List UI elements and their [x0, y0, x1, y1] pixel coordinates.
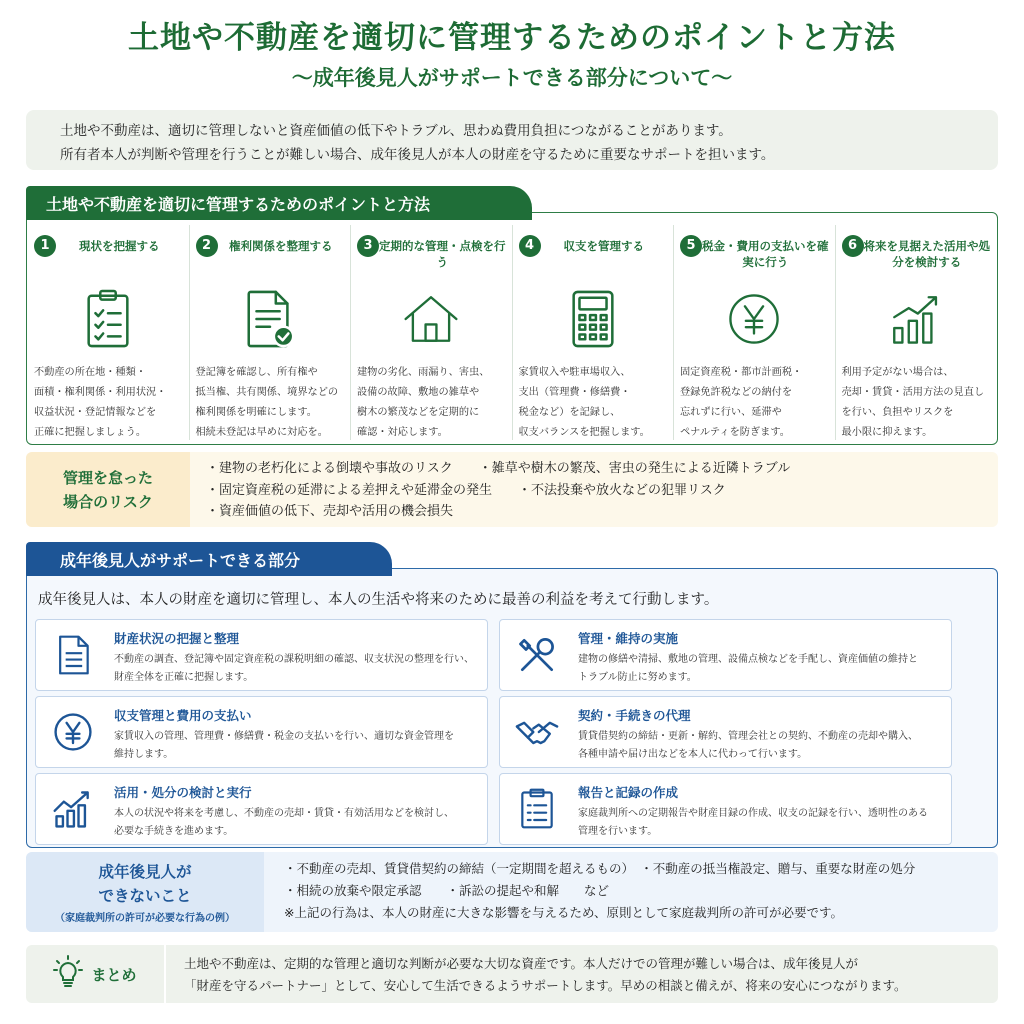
- point-title: 権利関係を整理する: [229, 239, 333, 253]
- point-desc-line: 最小限に抑えます。: [841, 427, 933, 438]
- tools-icon: [512, 630, 562, 680]
- risk-item: ・資産価値の低下、売却や活用の機会損失: [206, 504, 454, 519]
- support-card-desc-line: 賃貸借契約の締結・更新・解約、管理会社との契約、不動産の売却や購入、: [578, 731, 918, 742]
- point-card: [189, 225, 351, 440]
- page-title: 土地や不動産を適切に管理するためのポイントと方法: [128, 20, 896, 56]
- summary-line: 「財産を守るパートナー」として、安心して生活できるようサポートします。早めの相談と備えが、将来の安心につながります。: [184, 978, 907, 993]
- point-desc-line: 抵当権、共有関係、境界などの: [195, 387, 339, 398]
- risk-item: ・建物の老朽化による倒壊や事故のリスク ・雑草や樹木の繁茂、害虫の発生による近隣トラブル: [206, 461, 791, 476]
- cannot-note: ※上記の行為は、本人の財産に大きな影響を与えるため、原則として家庭裁判所の許可が必要です。: [284, 905, 843, 920]
- point-card: [673, 225, 835, 440]
- cannot-label-line: 成年後見人が: [98, 863, 192, 881]
- intro-line: 所有者本人が判断や管理を行うことが難しい場合、成年後見人が本人の財産を守るために重要なサポートを担います。: [60, 147, 775, 163]
- lightbulb-icon: [53, 955, 83, 993]
- support-card-title: 契約・手続きの代理: [578, 708, 691, 723]
- support-card-title: 管理・維持の実施: [578, 631, 679, 646]
- house-icon: [357, 279, 506, 359]
- point-desc-line: 収益状況・登記情報などを: [34, 407, 157, 418]
- point-desc-line: 登記簿を確認し、所有権や: [195, 367, 318, 378]
- summary-box: [26, 945, 998, 1003]
- support-card-desc-line: 不動産の調査、登記簿や固定資産税の課税明細の確認、収支状況の整理を行い、: [114, 654, 474, 665]
- support-card-desc-line: 管理を行います。: [578, 826, 658, 837]
- point-number: 1: [34, 235, 56, 257]
- document-icon: [48, 630, 98, 680]
- clipboard-checklist-icon: [34, 279, 183, 359]
- point-desc-line: 不動産の所在地・種類・: [34, 367, 147, 378]
- point-desc-line: を行い、負担やリスクを: [841, 407, 954, 418]
- point-number: 6: [842, 235, 864, 257]
- point-card: [350, 225, 512, 440]
- point-desc-line: 家賃収入や駐車場収入、: [518, 367, 631, 378]
- point-desc-line: 売却・賃貸・活用方法の見直し: [841, 387, 985, 398]
- point-title: 税金・費用の支払いを確実に行う: [702, 239, 829, 269]
- risk-label-line: 場合のリスク: [63, 493, 153, 511]
- support-card-desc-line: 財産全体を正確に把握します。: [114, 672, 254, 683]
- point-title: 定期的な管理・点検を行う: [379, 239, 506, 269]
- point-desc-line: 収支バランスを把握します。: [518, 427, 650, 438]
- clipboard-icon: [512, 784, 562, 834]
- point-desc-line: 利用予定がない場合は、: [841, 367, 954, 378]
- support-section-header: 成年後見人がサポートできる部分: [26, 542, 392, 576]
- intro-line: 土地や不動産は、適切に管理しないと資産価値の低下やトラブル、思わぬ費用負担につながることがあります。: [60, 123, 732, 139]
- support-lead: 成年後見人は、本人の財産を適切に管理し、本人の生活や将来のために最善の利益を考えて行動します。: [38, 592, 719, 608]
- support-card: [499, 773, 952, 845]
- yen-coin-icon: [680, 279, 829, 359]
- calculator-icon: [519, 279, 668, 359]
- cannot-item: ・不動産の売却、賃貸借契約の締結（一定期間を超えるもの） ・不動産の抵当権設定、贈与、重要な財産の処分: [284, 861, 916, 876]
- support-card-desc-line: 各種申請や届け出などを本人に代わって行います。: [578, 749, 808, 760]
- point-desc-line: 税金など）を記録し、: [518, 407, 621, 418]
- points-section-header: 土地や不動産を適切に管理するためのポイントと方法: [26, 186, 532, 220]
- cannot-label: [26, 852, 264, 932]
- support-card: [35, 773, 488, 845]
- growth-chart-icon: [842, 279, 991, 359]
- cannot-label-line: できないこと: [98, 887, 192, 905]
- support-card-desc-line: 必要な手続きを進めます。: [114, 826, 234, 837]
- point-desc-line: 設備の故障、敷地の雑草や: [357, 387, 480, 398]
- support-card: [499, 619, 952, 691]
- support-card: [35, 696, 488, 768]
- point-desc-line: 相続未登記は早めに対応を。: [195, 427, 328, 438]
- yen-coin-icon: [48, 707, 98, 757]
- support-card-title: 財産状況の把握と整理: [114, 631, 240, 646]
- cannot-item: ・相続の放棄や限定承認 ・訴訟の提起や和解 など: [284, 883, 610, 898]
- support-card: [499, 696, 952, 768]
- point-card: [835, 225, 997, 440]
- point-desc-line: ペナルティを防ぎます。: [680, 427, 790, 438]
- point-desc-line: 建物の劣化、雨漏り、害虫、: [357, 367, 490, 378]
- risk-box: [26, 452, 998, 527]
- support-card-desc-line: 家賃収入の管理、管理費・修繕費・税金の支払いを行い、適切な資金管理を: [114, 731, 454, 742]
- document-check-icon: [196, 279, 345, 359]
- points-row: [28, 225, 996, 440]
- point-title: 現状を把握する: [79, 239, 160, 253]
- point-desc-line: 正確に把握しましょう。: [34, 427, 147, 438]
- point-number: 5: [680, 235, 702, 257]
- point-title: 将来を見据えた活用や処分を検討する: [863, 239, 990, 269]
- cannot-box: [26, 852, 998, 932]
- risk-label: [26, 452, 190, 527]
- point-card: [512, 225, 674, 440]
- risk-label-line: 管理を怠った: [62, 469, 153, 487]
- risk-item: ・固定資産税の延滞による差押えや延滞金の発生 ・不法投棄や放火などの犯罪リスク: [206, 482, 726, 498]
- support-card-title: 収支管理と費用の支払い: [114, 708, 252, 723]
- support-card: [35, 619, 488, 691]
- support-card-title: 活用・処分の検討と実行: [114, 785, 252, 800]
- point-desc-line: 固定資産税・都市計画税・: [680, 367, 803, 378]
- cannot-list: [284, 858, 915, 924]
- summary-line: 土地や不動産は、定期的な管理と適切な判断が必要な大切な資産です。本人だけでの管理が難しい場合は、成年後見人が: [184, 956, 859, 971]
- summary-label: [26, 945, 166, 1003]
- point-number: 3: [357, 235, 379, 257]
- cannot-label-note: （家庭裁判所の許可が必要な行為の例）: [55, 913, 235, 924]
- point-card: [28, 225, 189, 440]
- support-card-title: 報告と記録の作成: [578, 785, 679, 800]
- support-card-desc-line: 家庭裁判所への定期報告や財産目録の作成、収支の記録を行い、透明性のある: [578, 808, 928, 819]
- point-desc-line: 樹木の繁茂などを定期的に: [357, 407, 480, 418]
- handshake-icon: [512, 707, 562, 757]
- risk-list: [206, 458, 790, 523]
- support-card-desc-line: 建物の修繕や清掃、敷地の管理、設備点検などを手配し、資産価値の維持と: [578, 654, 918, 665]
- point-desc-line: 確認・対応します。: [357, 427, 448, 438]
- point-desc-line: 支出（管理費・修繕費・: [518, 387, 631, 398]
- point-number: 2: [196, 235, 218, 257]
- support-card-desc-line: 維持します。: [114, 749, 174, 760]
- point-desc-line: 登録免許税などの納付を: [680, 387, 793, 398]
- summary-text: [184, 953, 907, 997]
- page-subtitle: 〜成年後見人がサポートできる部分について〜: [291, 65, 733, 90]
- support-card-desc-line: 本人の状況や将来を考慮し、不動産の売却・賃貸・有効活用などを検討し、: [114, 808, 454, 819]
- point-desc-line: 権利関係を明確にします。: [195, 407, 317, 418]
- point-number: 4: [519, 235, 541, 257]
- point-title: 収支を管理する: [563, 239, 644, 253]
- point-desc-line: 面積・権利関係・利用状況・: [34, 387, 167, 398]
- bar-chart-icon: [48, 784, 98, 834]
- intro-box: [26, 110, 998, 170]
- summary-title: まとめ: [91, 965, 137, 984]
- point-desc-line: 忘れずに行い、延滞や: [680, 407, 782, 418]
- support-card-desc-line: トラブル防止に努めます。: [578, 672, 697, 683]
